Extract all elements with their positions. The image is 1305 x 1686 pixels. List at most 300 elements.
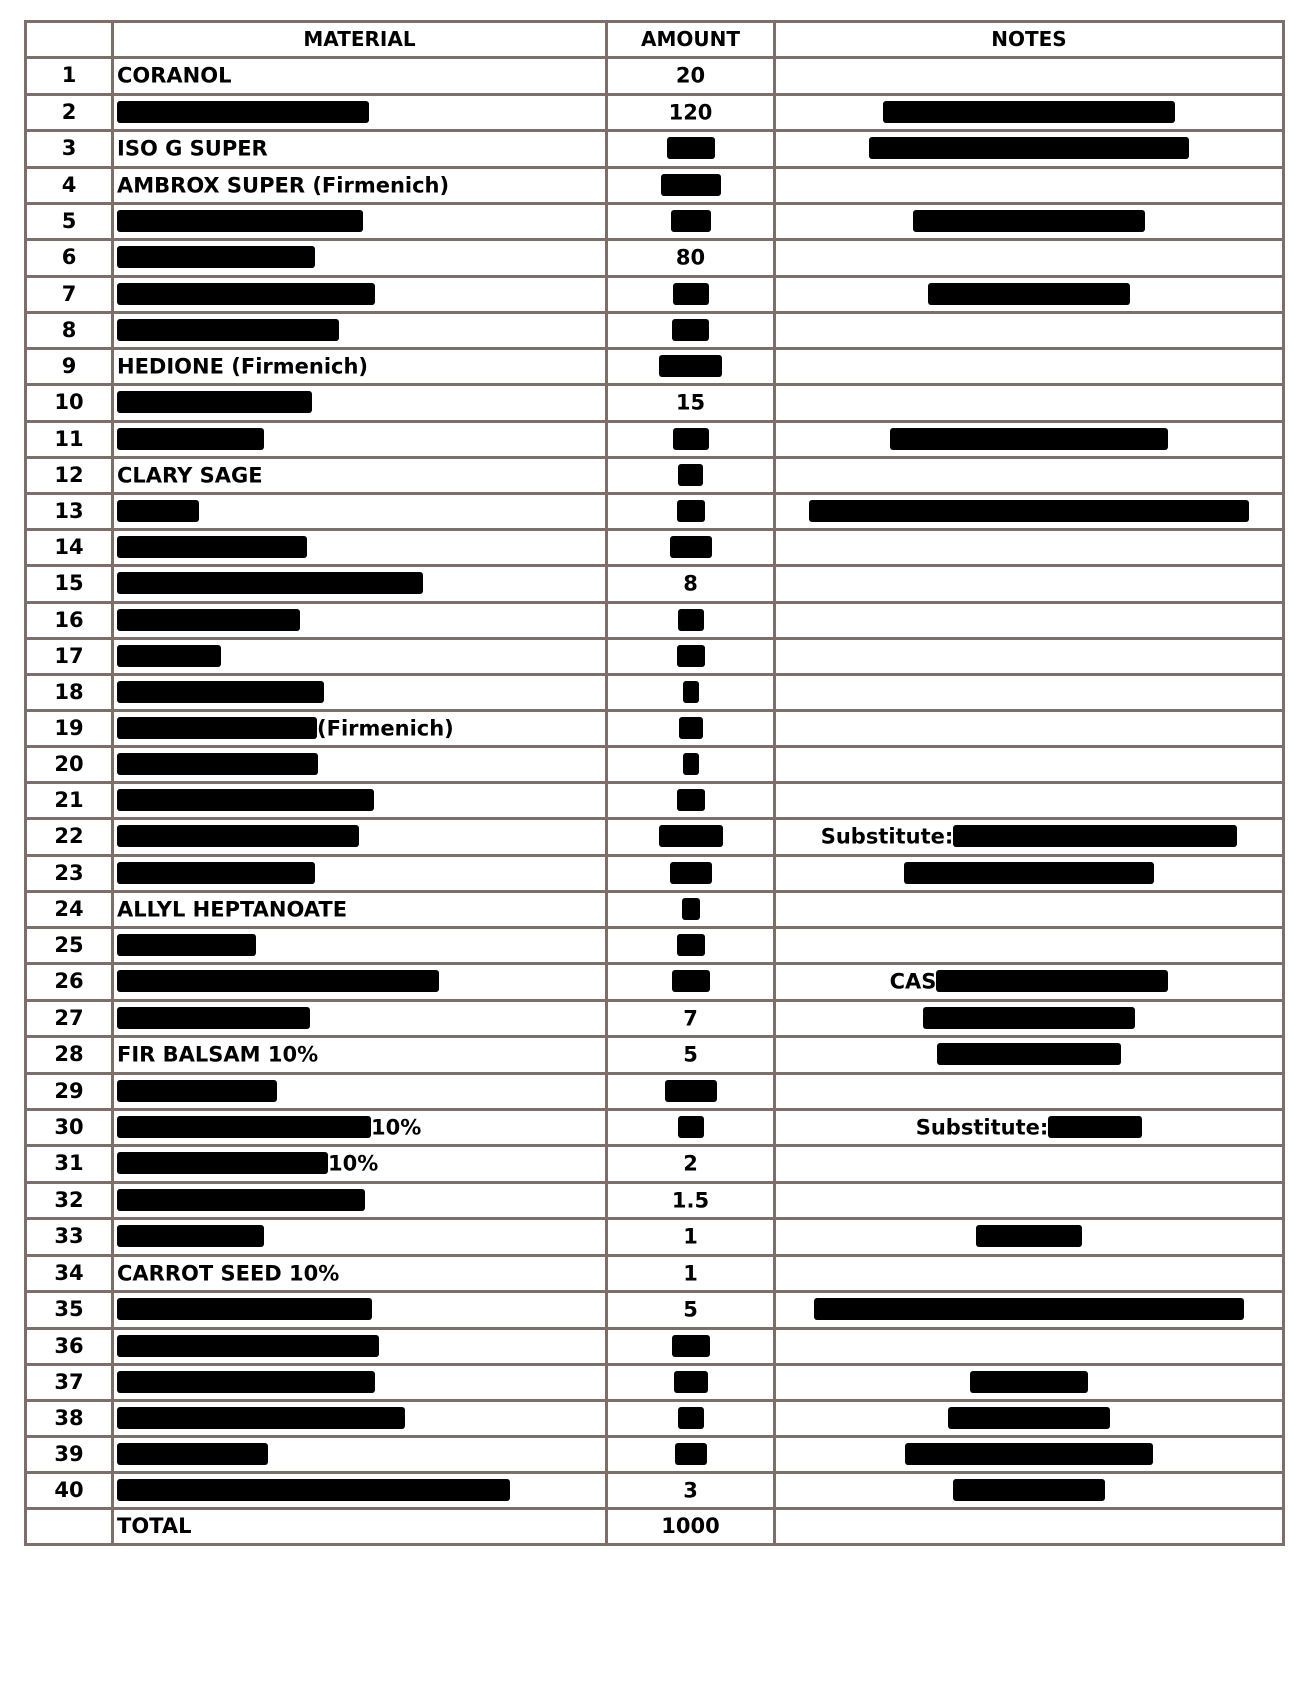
redaction-bar (678, 1407, 704, 1429)
header-number (26, 22, 113, 58)
redaction-bar (117, 246, 315, 268)
table-row (26, 530, 1284, 566)
amount-value: 3 (683, 1478, 698, 1502)
material-cell (113, 1182, 607, 1219)
amount-cell (607, 638, 775, 674)
row-number: 26 (26, 964, 113, 1001)
notes-cell (775, 94, 1284, 131)
redaction-bar (117, 1189, 365, 1211)
amount-cell (607, 348, 775, 385)
material-cell (113, 530, 607, 566)
notes-cell (775, 1364, 1284, 1400)
formula-table (24, 20, 1285, 1546)
row-number: 23 (26, 855, 113, 891)
material-cell (113, 1219, 607, 1256)
notes-cell (775, 602, 1284, 638)
material-cell (113, 747, 607, 783)
redaction-bar (683, 681, 699, 703)
amount-value: 1 (683, 1261, 698, 1285)
material-cell (113, 385, 607, 422)
material-name: HEDIONE (Firmenich) (117, 354, 369, 378)
redaction-bar (674, 1371, 708, 1393)
redaction-bar (117, 681, 324, 703)
notes-cell (775, 1073, 1284, 1109)
redaction-bar (659, 825, 723, 847)
table-row (26, 855, 1284, 891)
row-number: 25 (26, 928, 113, 964)
material-cell (113, 1109, 607, 1146)
redaction-bar (117, 717, 317, 739)
material-cell (113, 94, 607, 131)
table-row (26, 928, 1284, 964)
row-number: 6 (26, 240, 113, 277)
notes-cell (775, 167, 1284, 204)
redaction-bar (970, 1371, 1088, 1393)
material-cell (113, 131, 607, 168)
row-number: 18 (26, 674, 113, 710)
amount-cell (607, 167, 775, 204)
redaction-bar (677, 500, 705, 522)
redaction-bar (948, 1407, 1110, 1429)
redaction-bar (679, 717, 703, 739)
table-row (26, 891, 1284, 928)
redaction-bar (672, 319, 709, 341)
material-cell (113, 819, 607, 856)
redaction-bar (905, 1443, 1153, 1465)
redaction-bar (117, 283, 375, 305)
redaction-bar (117, 210, 363, 232)
row-number: 32 (26, 1182, 113, 1219)
amount-cell (607, 928, 775, 964)
notes-cell (775, 566, 1284, 603)
table-row (26, 638, 1284, 674)
table-row (26, 964, 1284, 1001)
amount-cell (607, 94, 775, 131)
redaction-bar (677, 789, 705, 811)
redaction-bar (683, 753, 699, 775)
formula-sheet (24, 20, 1282, 1666)
row-number: 29 (26, 1073, 113, 1109)
notes-cell (775, 385, 1284, 422)
material-name: CLARY SAGE (117, 463, 263, 487)
material-cell (113, 1400, 607, 1436)
notes-cell (775, 240, 1284, 277)
redaction-bar (117, 789, 374, 811)
table-row (26, 58, 1284, 95)
material-cell (113, 855, 607, 891)
header-row (26, 22, 1284, 58)
notes-cell (775, 1037, 1284, 1074)
table-row (26, 1328, 1284, 1364)
row-number: 20 (26, 747, 113, 783)
table-row (26, 1073, 1284, 1109)
material-cell (113, 240, 607, 277)
notes-cell (775, 58, 1284, 95)
header-material: MATERIAL (113, 22, 607, 58)
amount-cell (607, 891, 775, 928)
row-number: 10 (26, 385, 113, 422)
redaction-bar (672, 970, 710, 992)
redaction-bar (675, 1443, 707, 1465)
redaction-bar (117, 391, 312, 413)
redaction-bar (670, 862, 712, 884)
amount-cell (607, 1109, 775, 1146)
row-number: 7 (26, 276, 113, 312)
material-cell (113, 1472, 607, 1509)
amount-cell (607, 312, 775, 348)
redaction-bar (677, 645, 705, 667)
row-number: 3 (26, 131, 113, 168)
redaction-bar (976, 1225, 1082, 1247)
material-cell (113, 964, 607, 1001)
amount-value: 1 (683, 1224, 698, 1249)
row-number: 13 (26, 494, 113, 530)
material-name: 10% (371, 1115, 422, 1139)
table-row (26, 674, 1284, 710)
material-cell (113, 457, 607, 494)
row-number: 22 (26, 819, 113, 856)
notes-cell (775, 204, 1284, 240)
amount-cell (607, 1328, 775, 1364)
row-number: 11 (26, 421, 113, 457)
notes-cell (775, 421, 1284, 457)
table-row (26, 1255, 1284, 1292)
row-number: 24 (26, 891, 113, 928)
row-number: 21 (26, 783, 113, 819)
notes-cell (775, 1219, 1284, 1256)
amount-cell (607, 494, 775, 530)
note-text: Substitute: (915, 1115, 1049, 1139)
material-name: AMBROX SUPER (Firmenich) (117, 173, 450, 197)
row-number: 36 (26, 1328, 113, 1364)
redaction-bar (1048, 1116, 1142, 1138)
material-name: FIR BALSAM 10% (117, 1042, 319, 1067)
notes-cell (775, 1472, 1284, 1509)
material-cell (113, 710, 607, 747)
redaction-bar (814, 1298, 1244, 1320)
amount-cell (607, 1364, 775, 1400)
material-cell (113, 58, 607, 95)
amount-value: 8 (683, 571, 698, 596)
notes-cell (775, 674, 1284, 710)
material-cell (113, 1255, 607, 1292)
redaction-bar (678, 464, 703, 486)
table-body (26, 58, 1284, 1509)
notes-cell (775, 1255, 1284, 1292)
redaction-bar (673, 428, 709, 450)
notes-cell (775, 276, 1284, 312)
table-row (26, 1146, 1284, 1183)
redaction-bar (809, 500, 1249, 522)
table-row (26, 312, 1284, 348)
row-number: 40 (26, 1472, 113, 1509)
note-text: CAS (889, 969, 937, 994)
redaction-bar (117, 645, 221, 667)
notes-cell (775, 312, 1284, 348)
table-row (26, 94, 1284, 131)
amount-cell (607, 276, 775, 312)
amount-cell (607, 1292, 775, 1329)
table-row (26, 1436, 1284, 1472)
redaction-bar (923, 1007, 1135, 1029)
material-cell (113, 276, 607, 312)
material-cell (113, 348, 607, 385)
material-cell (113, 1000, 607, 1037)
redaction-bar (117, 1116, 371, 1138)
amount-cell (607, 385, 775, 422)
row-number: 2 (26, 94, 113, 131)
row-number: 4 (26, 167, 113, 204)
material-cell (113, 638, 607, 674)
row-number: 19 (26, 710, 113, 747)
notes-cell (775, 1109, 1284, 1146)
material-cell (113, 1037, 607, 1074)
redaction-bar (117, 862, 315, 884)
amount-cell (607, 819, 775, 856)
amount-value: 7 (683, 1006, 698, 1030)
redaction-bar (117, 536, 307, 558)
material-cell (113, 1146, 607, 1183)
table-row (26, 602, 1284, 638)
material-cell (113, 928, 607, 964)
redaction-bar (677, 934, 705, 956)
redaction-bar (117, 428, 264, 450)
material-cell (113, 783, 607, 819)
table-row (26, 1219, 1284, 1256)
material-cell (113, 1292, 607, 1329)
table-row (26, 276, 1284, 312)
notes-cell (775, 348, 1284, 385)
material-cell (113, 891, 607, 928)
notes-cell (775, 964, 1284, 1001)
table-row (26, 747, 1284, 783)
table-row (26, 240, 1284, 277)
redaction-bar (117, 970, 439, 992)
table-row (26, 131, 1284, 168)
amount-cell (607, 1182, 775, 1219)
redaction-bar (913, 210, 1145, 232)
redaction-bar (890, 428, 1168, 450)
material-name: CARROT SEED 10% (117, 1261, 340, 1285)
row-number: 33 (26, 1219, 113, 1256)
notes-cell (775, 747, 1284, 783)
material-cell (113, 312, 607, 348)
amount-cell (607, 1255, 775, 1292)
redaction-bar (117, 1152, 328, 1174)
redaction-bar (117, 101, 369, 123)
amount-value: 5 (683, 1042, 698, 1067)
notes-cell (775, 783, 1284, 819)
material-cell (113, 421, 607, 457)
row-number: 27 (26, 1000, 113, 1037)
amount-cell (607, 1037, 775, 1074)
row-number: 30 (26, 1109, 113, 1146)
amount-cell (607, 566, 775, 603)
notes-cell (775, 819, 1284, 856)
notes-cell (775, 638, 1284, 674)
redaction-bar (117, 1298, 372, 1320)
material-name: ALLYL HEPTANOATE (117, 897, 348, 921)
amount-cell (607, 58, 775, 95)
table-row (26, 1400, 1284, 1436)
material-cell (113, 1436, 607, 1472)
redaction-bar (117, 1371, 375, 1393)
table-row (26, 1292, 1284, 1329)
redaction-bar (869, 137, 1189, 159)
amount-cell (607, 710, 775, 747)
table-row (26, 783, 1284, 819)
redaction-bar (678, 1116, 704, 1138)
table-row (26, 710, 1284, 747)
amount-cell (607, 1436, 775, 1472)
redaction-bar (117, 1335, 379, 1357)
table-row (26, 348, 1284, 385)
redaction-bar (117, 753, 318, 775)
redaction-bar (117, 572, 423, 594)
amount-cell (607, 1219, 775, 1256)
row-number: 1 (26, 58, 113, 95)
notes-cell (775, 457, 1284, 494)
notes-cell (775, 1182, 1284, 1219)
row-number: 31 (26, 1146, 113, 1183)
redaction-bar (117, 609, 300, 631)
row-number: 34 (26, 1255, 113, 1292)
redaction-bar (117, 1407, 405, 1429)
amount-cell (607, 240, 775, 277)
material-name: ISO G SUPER (117, 136, 268, 161)
amount-value: 5 (683, 1297, 698, 1322)
redaction-bar (670, 536, 712, 558)
redaction-bar (928, 283, 1130, 305)
amount-cell (607, 747, 775, 783)
material-cell (113, 167, 607, 204)
notes-cell (775, 131, 1284, 168)
row-number: 5 (26, 204, 113, 240)
redaction-bar (117, 500, 199, 522)
amount-value: 20 (675, 63, 706, 88)
amount-cell (607, 530, 775, 566)
material-cell (113, 1328, 607, 1364)
row-number: 35 (26, 1292, 113, 1329)
note-text: Substitute: (820, 824, 954, 849)
material-cell (113, 566, 607, 603)
row-number: 39 (26, 1436, 113, 1472)
table-row (26, 421, 1284, 457)
material-cell (113, 674, 607, 710)
redaction-bar (883, 101, 1175, 123)
amount-cell (607, 674, 775, 710)
material-name: (Firmenich) (317, 716, 454, 740)
amount-value: 120 (668, 100, 713, 124)
row-number: 37 (26, 1364, 113, 1400)
notes-cell (775, 891, 1284, 928)
redaction-bar (678, 609, 704, 631)
redaction-bar (937, 1043, 1121, 1065)
redaction-bar (671, 210, 711, 232)
table-row (26, 1364, 1284, 1400)
redaction-bar (117, 1007, 310, 1029)
amount-cell (607, 1400, 775, 1436)
notes-cell (775, 928, 1284, 964)
table-row (26, 457, 1284, 494)
table-row (26, 1182, 1284, 1219)
row-number: 16 (26, 602, 113, 638)
amount-value: 2 (683, 1151, 698, 1176)
notes-cell (775, 1436, 1284, 1472)
total-amount: 1000 (607, 1509, 775, 1545)
redaction-bar (117, 825, 359, 847)
amount-cell (607, 783, 775, 819)
total-notes-cell (775, 1509, 1284, 1545)
notes-cell (775, 494, 1284, 530)
row-number: 38 (26, 1400, 113, 1436)
material-name: 10% (328, 1151, 379, 1176)
amount-cell (607, 964, 775, 1001)
table-row (26, 494, 1284, 530)
table-row (26, 1472, 1284, 1509)
amount-value: 80 (675, 245, 706, 270)
redaction-bar (117, 1479, 510, 1501)
material-cell (113, 602, 607, 638)
total-row (26, 1509, 1284, 1545)
row-number: 12 (26, 457, 113, 494)
row-number: 14 (26, 530, 113, 566)
amount-cell (607, 1146, 775, 1183)
amount-value: 15 (675, 390, 706, 415)
header-notes: NOTES (775, 22, 1284, 58)
redaction-bar (117, 319, 339, 341)
material-cell (113, 204, 607, 240)
redaction-bar (936, 970, 1168, 992)
notes-cell (775, 1000, 1284, 1037)
material-cell (113, 1364, 607, 1400)
amount-cell (607, 131, 775, 168)
row-number: 9 (26, 348, 113, 385)
amount-cell (607, 1000, 775, 1037)
redaction-bar (659, 355, 722, 377)
amount-cell (607, 457, 775, 494)
redaction-bar (953, 825, 1237, 847)
total-number-cell (26, 1509, 113, 1545)
row-number: 17 (26, 638, 113, 674)
notes-cell (775, 1292, 1284, 1329)
redaction-bar (673, 283, 709, 305)
table-row (26, 1000, 1284, 1037)
redaction-bar (904, 862, 1154, 884)
amount-cell (607, 204, 775, 240)
table-row (26, 819, 1284, 856)
redaction-bar (682, 898, 700, 920)
redaction-bar (667, 137, 715, 159)
material-name: CORANOL (117, 63, 232, 88)
table-row (26, 167, 1284, 204)
notes-cell (775, 1146, 1284, 1183)
material-cell (113, 494, 607, 530)
amount-cell (607, 421, 775, 457)
redaction-bar (117, 1080, 277, 1102)
row-number: 15 (26, 566, 113, 603)
total-label: TOTAL (113, 1509, 607, 1545)
header-amount: AMOUNT (607, 22, 775, 58)
amount-cell (607, 855, 775, 891)
row-number: 8 (26, 312, 113, 348)
notes-cell (775, 1328, 1284, 1364)
redaction-bar (665, 1080, 717, 1102)
table-row (26, 204, 1284, 240)
redaction-bar (953, 1479, 1105, 1501)
redaction-bar (117, 1225, 264, 1247)
table-row (26, 385, 1284, 422)
